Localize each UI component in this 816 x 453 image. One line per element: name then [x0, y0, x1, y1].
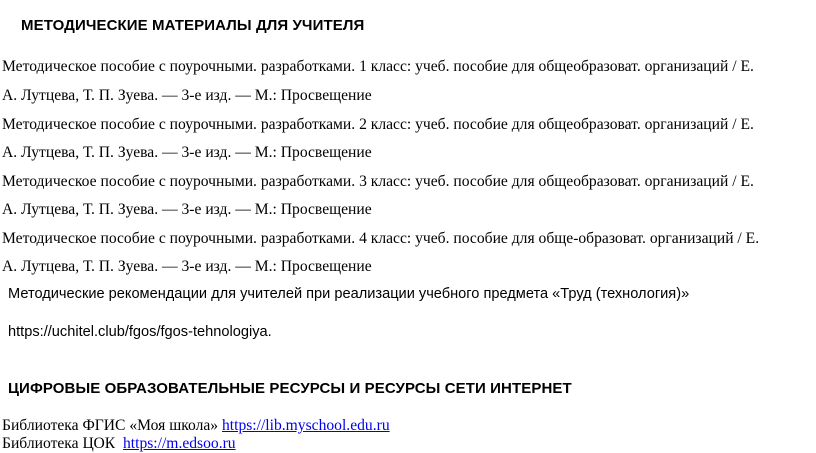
link-myschool[interactable]: https://lib.myschool.edu.ru	[221, 417, 390, 434]
manual-item-4-line-1: Методическое пособие с поурочными. разработками. 4 класс: учеб. пособие для обще-образоват. организаций / Е.	[2, 230, 760, 247]
resource-label-edsoo: Библиотека ЦОК	[2, 435, 123, 452]
teacher-materials-heading: МЕТОДИЧЕСКИЕ МАТЕРИАЛЫ ДЛЯ УЧИТЕЛЯ	[21, 17, 365, 34]
manual-item-1-line-2: А. Лутцева, Т. П. Зуева. — 3-е изд. — М.: Просвещение	[2, 87, 372, 104]
manual-item-2-line-1: Методическое пособие с поурочными. разработками. 2 класс: учеб. пособие для общеобразоват. организаций / Е.	[2, 116, 754, 133]
digital-resources-heading: ЦИФРОВЫЕ ОБРАЗОВАТЕЛЬНЫЕ РЕСУРСЫ И РЕСУРСЫ СЕТИ ИНТЕРНЕТ	[8, 380, 572, 397]
resource-row-myschool	[2, 417, 390, 435]
resource-row-edsoo	[2, 435, 236, 453]
manual-item-4-line-2: А. Лутцева, Т. П. Зуева. — 3-е изд. — М.: Просвещение	[2, 258, 372, 275]
manual-item-3-line-1: Методическое пособие с поурочными. разработками. 3 класс: учеб. пособие для общеобразоват. организаций / Е.	[2, 173, 754, 190]
manual-item-2-line-2: А. Лутцева, Т. П. Зуева. — 3-е изд. — М.: Просвещение	[2, 144, 372, 161]
recommendations-text: Методические рекомендации для учителей при реализации учебного предмета «Труд (технология)»	[8, 286, 690, 302]
recommendations-url: https://uchitel.club/fgos/fgos-tehnologiya.	[8, 324, 272, 340]
resource-label-myschool: Библиотека ФГИС «Моя школа»	[2, 417, 222, 434]
manual-item-3-line-2: А. Лутцева, Т. П. Зуева. — 3-е изд. — М.: Просвещение	[2, 201, 372, 218]
manual-item-1-line-1: Методическое пособие с поурочными. разработками. 1 класс: учеб. пособие для общеобразоват. организаций / Е.	[2, 58, 754, 75]
link-edsoo[interactable]: https://m.edsoo.ru	[122, 435, 236, 452]
